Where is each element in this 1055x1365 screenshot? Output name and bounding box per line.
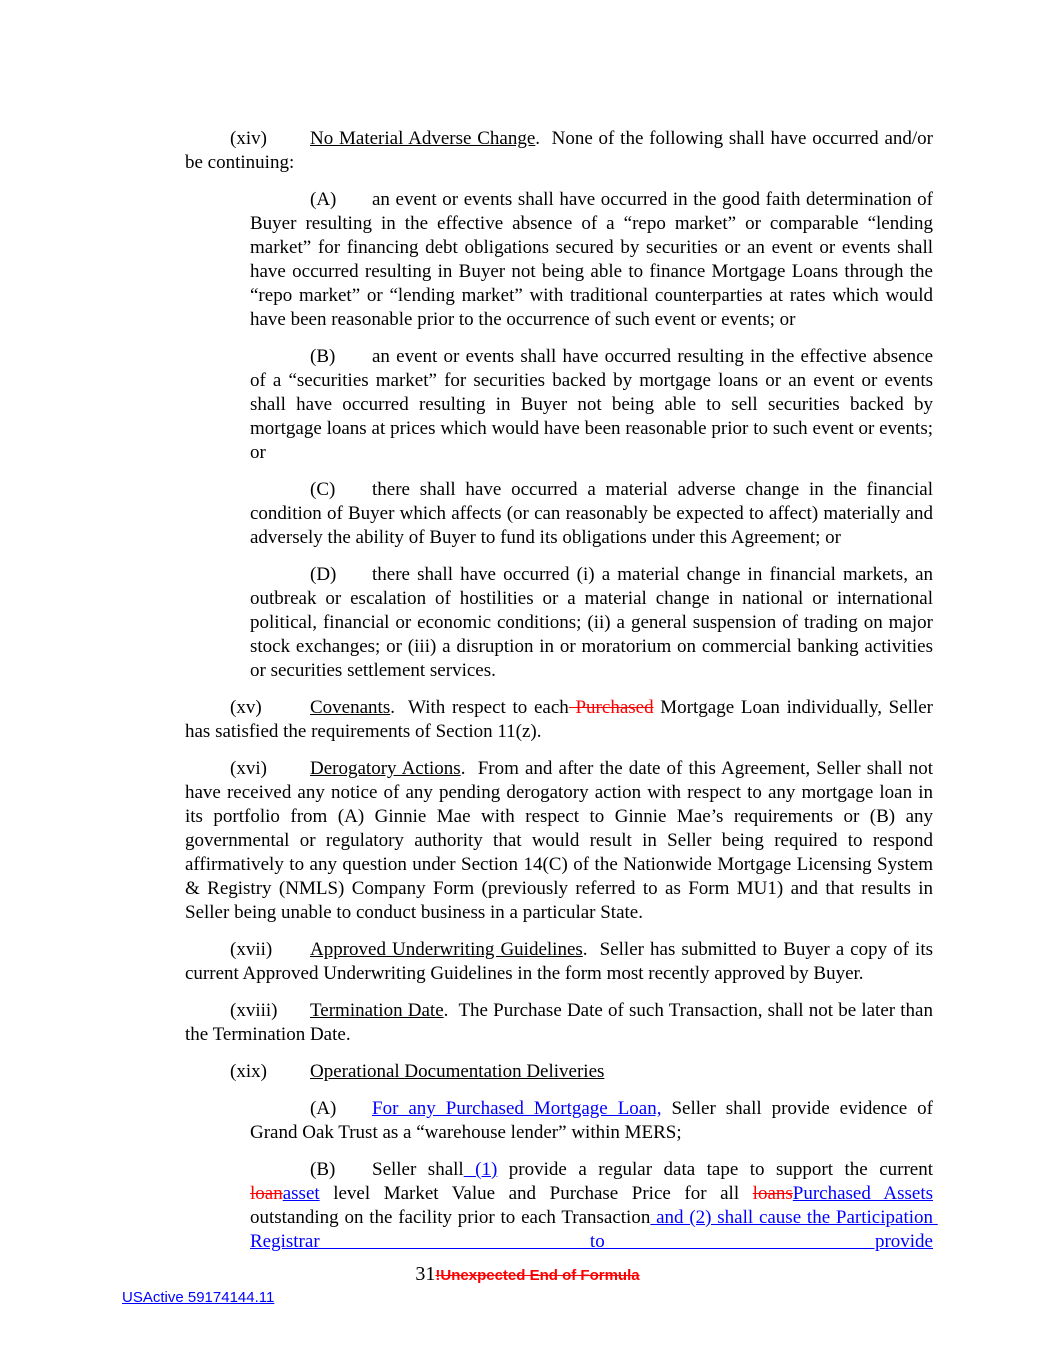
clause-text: . From and after the date of this Agreement, Seller shall not have received any notice of any pending derogatory action with respect to any mortgage loan in its portfolio from (A) Ginnie Mae with respect to Ginnie Mae’s requirements or (B) any governmental or regulatory authority that would result in Seller being required to respond affirmatively to any question under Section 14(C) of the Nationwide Mortgage Licensing System & Registry (NMLS) Company Form (previously referred to as Form MU1) and that results in Seller being unable to conduct business in a particular State. [185, 758, 938, 923]
clause-text: . With respect to each [390, 697, 569, 718]
clause-heading: No Material Adverse Change [310, 128, 536, 149]
clause-text: there shall have occurred a material adverse change in the financial condition of Buyer which affects (or can reasonably be expected to affect) materially and adversely the ability of Buyer to fund its obligations under this Agreement; or [250, 479, 938, 548]
clause-xix-B [250, 1158, 938, 1254]
clause-heading: Covenants [310, 697, 391, 718]
clause-xiv-B [250, 345, 938, 465]
clause-number: (xix) [230, 1061, 267, 1082]
footer-doc-id-container [122, 1288, 274, 1307]
clause-text: Mortgage Loan individually, Seller has satisfied the requirements of Section 11(z). [185, 697, 938, 742]
clause-number: (D) [310, 564, 337, 585]
clause-xix-A [250, 1097, 938, 1145]
clause-number: (xv) [230, 697, 262, 718]
clause-number: (C) [310, 479, 336, 500]
inserted-text: and (2) shall cause the Participation Registrar to provide [250, 1207, 938, 1252]
clause-number: (A) [310, 1098, 337, 1119]
clause-number: (xviii) [230, 1000, 278, 1021]
clause-text: Seller shall [372, 1159, 464, 1180]
clause-heading: Termination Date [310, 1000, 444, 1021]
clause-heading: Approved Underwriting Guidelines [310, 939, 583, 960]
clause-heading: Derogatory Actions [310, 758, 461, 779]
page-footer [0, 1263, 1055, 1287]
clause-text: an event or events shall have occurred in the good faith determination of Buyer resulting in the effective absence of a “repo market” or comparable “lending market” for financing debt obligations secured by securities or an event or events shall have occurred resulting in Buyer not being able to finance Mortgage Loans through the “repo market” or “lending market” with traditional counterparties at rates which would have been reasonable prior to the occurrence of such event or events; or [250, 189, 938, 330]
deleted-text: loan [250, 1183, 283, 1204]
clause-text: . The Purchase Date of such Transaction, shall not be later than the Termination Date. [185, 1000, 938, 1045]
clause-text: Seller shall provide evidence of Grand Oak Trust as a “warehouse lender” within MERS; [250, 1098, 938, 1143]
clause-text: level Market Value and Purchase Price for all [319, 1183, 753, 1204]
clause-xvi [185, 757, 938, 925]
clause-text: provide a regular data tape to support the current [497, 1159, 938, 1180]
clause-xiv-A [250, 188, 938, 332]
inserted-text: asset [282, 1183, 320, 1204]
clause-number: (xvi) [230, 758, 267, 779]
clause-xviii [185, 999, 938, 1047]
clause-xiv-C [250, 478, 938, 550]
clause-number: (B) [310, 1159, 336, 1180]
clause-xiv-D [250, 563, 938, 683]
clause-number: (xiv) [230, 128, 267, 149]
document-id: USActive 59174144.11 [122, 1289, 275, 1306]
document-body [185, 127, 938, 1254]
clause-xv [185, 696, 938, 744]
clause-heading: Operational Documentation Deliveries [310, 1061, 605, 1082]
deleted-text: loans [752, 1183, 793, 1204]
field-error-text: !Unexpected End of Formula [435, 1267, 640, 1284]
clause-text: an event or events shall have occurred resulting in the effective absence of a “securities market” for securities backed by mortgage loans or an event or events shall have occurred resulting in Buyer not being able to sell securities backed by mortgage loans at prices which would have been reasonable prior to such event or events; or [250, 346, 938, 463]
clause-text: outstanding on the facility prior to each Transaction [250, 1183, 938, 1228]
clause-xvii [185, 938, 938, 986]
clause-number: (xvii) [230, 939, 273, 960]
clause-text: there shall have occurred (i) a material change in financial markets, an outbreak or escalation of hostilities or a material change in national or international political, financial or economic conditions; (ii) a general suspension of trading on major stock exchanges; or (iii) a disruption in or moratorium on commercial banking activities or securities settlement services. [250, 564, 938, 681]
inserted-text: For any Purchased Mortgage Loan, [372, 1098, 662, 1119]
clause-xiv [185, 127, 938, 175]
clause-text: . Seller has submitted to Buyer a copy of its current Approved Underwriting Guidelines in the form most recently approved by Buyer. [185, 939, 938, 984]
deleted-text: Purchased [568, 697, 654, 718]
page-number: 31 [415, 1263, 436, 1285]
inserted-text: (1) [463, 1159, 498, 1180]
clause-text: . None of the following shall have occurred and/or be continuing: [185, 128, 938, 173]
clause-number: (B) [310, 346, 336, 367]
inserted-text: Purchased Assets [792, 1183, 934, 1204]
clause-xix [185, 1060, 933, 1084]
clause-number: (A) [310, 189, 337, 210]
